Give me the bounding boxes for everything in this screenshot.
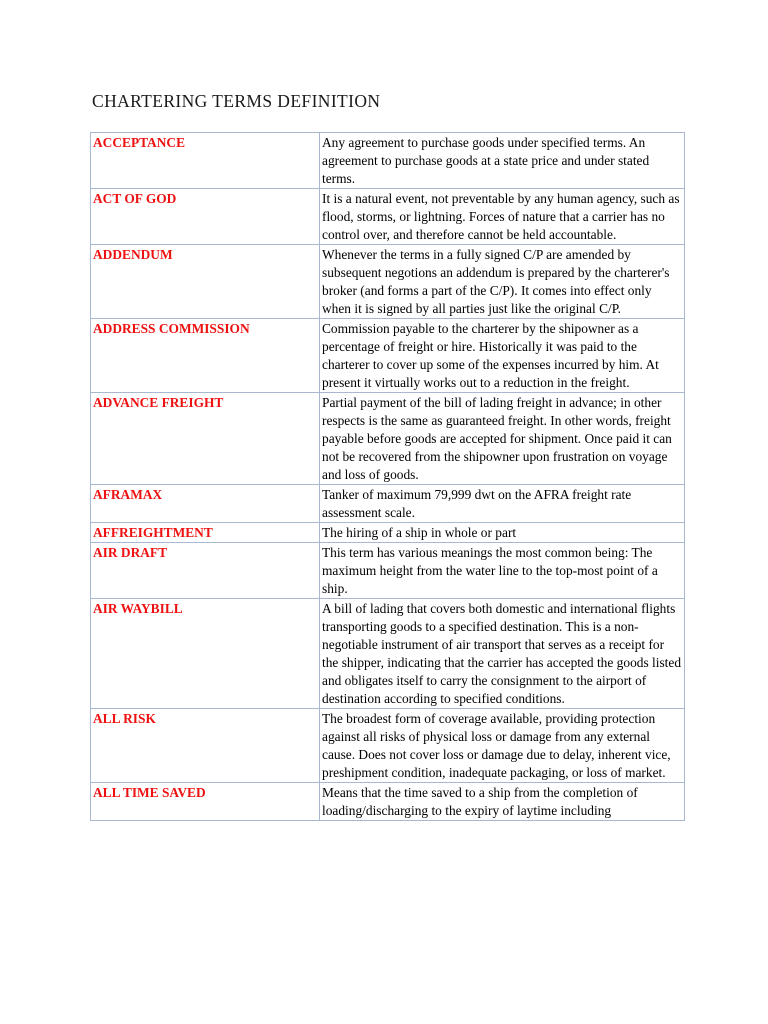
term-name: AFRAMAX [91,485,320,523]
term-definition: Commission payable to the charterer by the shipowner as a percentage of freight or hire. Historically it was paid to the charterer to cover up some of the expenses incurred by him. At present it virtually works out to a reduction in the freight. [320,319,685,393]
term-definition: A bill of lading that covers both domestic and international flights transporting goods to a specified destination. This is a non-negotiable instrument of air transport that serves as a receipt for the shipper, indicating that the carrier has accepted the goods listed and obligates itself to carry the consignment to the airport of destination according to specified conditions. [320,599,685,709]
term-name: ADDRESS COMMISSION [91,319,320,393]
term-definition: Means that the time saved to a ship from the completion of loading/discharging to the expiry of laytime including [320,783,685,821]
table-row [91,599,685,709]
table-row [91,485,685,523]
term-name: ALL RISK [91,709,320,783]
table-row [91,543,685,599]
terms-table [90,132,685,821]
term-definition: The hiring of a ship in whole or part [320,523,685,543]
term-definition: Partial payment of the bill of lading freight in advance; in other respects is the same as guaranteed freight. In other words, freight payable before goods are accepted for shipment. Once paid it can not be recovered from the shipowner upon frustration on voyage and loss of goods. [320,393,685,485]
table-row [91,783,685,821]
term-definition: The broadest form of coverage available, providing protection against all risks of physical loss or damage from any external cause. Does not cover loss or damage due to delay, inherent vice, preshipment condition, inadequate packaging, or loss of market. [320,709,685,783]
term-name: ACT OF GOD [91,189,320,245]
term-name: AIR DRAFT [91,543,320,599]
term-definition: Whenever the terms in a fully signed C/P are amended by subsequent negotions an addendum is prepared by the charterer's broker (and forms a part of the C/P). It comes into effect only when it is signed by all parties just like the original C/P. [320,245,685,319]
term-name: ALL TIME SAVED [91,783,320,821]
term-name: ACCEPTANCE [91,133,320,189]
term-name: ADDENDUM [91,245,320,319]
term-name: ADVANCE FREIGHT [91,393,320,485]
term-definition: Any agreement to purchase goods under specified terms. An agreement to purchase goods at a state price and under stated terms. [320,133,685,189]
term-definition: It is a natural event, not preventable by any human agency, such as flood, storms, or lightning. Forces of nature that a carrier has no control over, and therefore cannot be held accountable. [320,189,685,245]
table-row [91,393,685,485]
table-row [91,709,685,783]
term-name: AFFREIGHTMENT [91,523,320,543]
term-definition: This term has various meanings the most common being: The maximum height from the water line to the top-most point of a ship. [320,543,685,599]
table-row [91,523,685,543]
table-row [91,189,685,245]
table-row [91,319,685,393]
term-definition: Tanker of maximum 79,999 dwt on the AFRA freight rate assessment scale. [320,485,685,523]
document-title: CHARTERING TERMS DEFINITION [92,91,381,111]
table-row [91,245,685,319]
term-name: AIR WAYBILL [91,599,320,709]
table-row [91,133,685,189]
